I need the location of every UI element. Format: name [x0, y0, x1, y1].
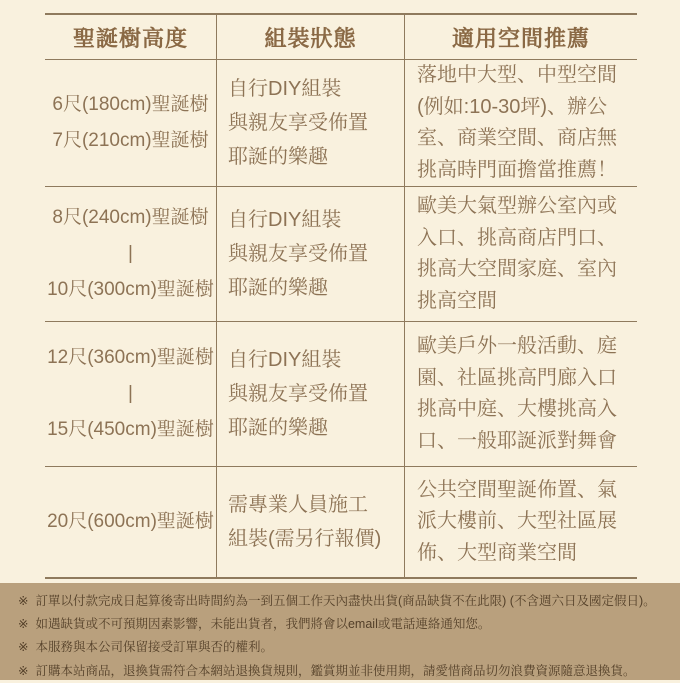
text-line: 歐美戶外一般活動、庭	[417, 335, 617, 357]
column-header-label: 組裝狀態	[264, 25, 357, 51]
note-marker: ※	[18, 617, 29, 632]
note-text: 如遇缺貨或不可預期因素影響，未能出貨者，我們將會以email或電話連絡通知您。	[35, 617, 491, 632]
text-line: 15尺(450cm)聖誕樹	[47, 419, 214, 440]
text-line: 入口、挑高商店門口、	[417, 226, 617, 249]
column-header-assembly	[217, 15, 405, 60]
note-text: 本服務與本公司保留接受訂單與否的權利。	[35, 640, 273, 655]
note-item	[18, 613, 680, 636]
height-cell-row1	[45, 60, 217, 187]
space-cell-row3	[405, 322, 637, 467]
column-header-label: 聖誕樹高度	[72, 25, 188, 51]
column-header-space	[405, 15, 637, 60]
text-line: 自行DIY組裝	[228, 349, 342, 371]
note-text: 訂單以付款完成日起算後寄出時間約為一到五個工作天內盡快出貨(商品缺貨不在此限) (不含週六日及國定假日)。	[35, 594, 656, 608]
text-line: 耶誕的樂趣	[228, 417, 328, 439]
text-line: (例如:10-30坪)、辦公	[417, 95, 608, 118]
text-line: 落地中大型、中型空間	[417, 64, 617, 86]
height-cell-row3	[45, 322, 217, 467]
text-line: 與親友享受佈置	[228, 112, 368, 134]
text-line: 6尺(180cm)聖誕樹	[52, 94, 209, 115]
range-bar: |	[128, 383, 133, 404]
text-line: 8尺(240cm)聖誕樹	[52, 207, 209, 228]
text-line: 挑高空間	[417, 289, 497, 312]
range-bar: |	[128, 243, 133, 264]
column-header-height	[45, 15, 217, 60]
text-line: 挑高中庭、大樓挑高入	[417, 398, 617, 420]
note-item	[18, 660, 680, 683]
assembly-cell-row4	[217, 467, 405, 577]
note-marker: ※	[18, 663, 29, 678]
text-line: 室、商業空間、商店無	[417, 127, 617, 149]
space-cell-row4	[405, 467, 637, 577]
text-line: 口、一般耶誕派對舞會	[417, 429, 617, 452]
text-line: 12尺(360cm)聖誕樹	[47, 347, 214, 368]
text-line: 與親友享受佈置	[228, 243, 368, 265]
space-cell-row1	[405, 60, 637, 187]
height-cell-row4	[45, 467, 217, 577]
text-line: 10尺(300cm)聖誕樹	[47, 279, 214, 300]
note-item	[18, 590, 680, 613]
text-line: 組裝(需另行報價)	[228, 528, 382, 550]
tree-size-table	[45, 13, 637, 579]
assembly-cell-row2	[217, 187, 405, 322]
text-line: 公共空間聖誕佈置、氣	[417, 478, 617, 501]
text-line: 派大樓前、大型社區展	[417, 510, 617, 533]
text-line: 自行DIY組裝	[228, 209, 342, 231]
assembly-cell-row1	[217, 60, 405, 187]
text-line: 歐美大氣型辦公室內或	[417, 195, 617, 217]
assembly-cell-row3	[217, 322, 405, 467]
column-header-label: 適用空間推薦	[451, 25, 590, 51]
text-line: 佈、大型商業空間	[417, 541, 577, 564]
text-line: 耶誕的樂趣	[228, 146, 328, 168]
text-line: 挑高時門面擔當推薦！	[417, 158, 617, 181]
order-notes	[0, 583, 680, 680]
height-cell-row2	[45, 187, 217, 322]
text-line: 園、社區挑高門廊入口	[417, 366, 617, 389]
note-marker: ※	[18, 594, 29, 608]
text-line: 7尺(210cm)聖誕樹	[52, 130, 209, 151]
note-text: 訂購本站商品，退換貨需符合本網站退換貨規則，鑑賞期並非使用期，請愛惜商品切勿浪費資源隨意退換貨。	[35, 663, 636, 678]
text-line: 20尺(600cm)聖誕樹	[47, 511, 214, 532]
text-line: 與親友享受佈置	[228, 383, 368, 405]
note-item	[18, 636, 680, 659]
text-line: 自行DIY組裝	[228, 78, 342, 100]
text-line: 需專業人員施工	[228, 494, 368, 516]
note-marker: ※	[18, 640, 29, 655]
space-cell-row2	[405, 187, 637, 322]
text-line: 耶誕的樂趣	[228, 277, 328, 299]
text-line: 挑高大空間家庭、室內	[417, 258, 617, 280]
